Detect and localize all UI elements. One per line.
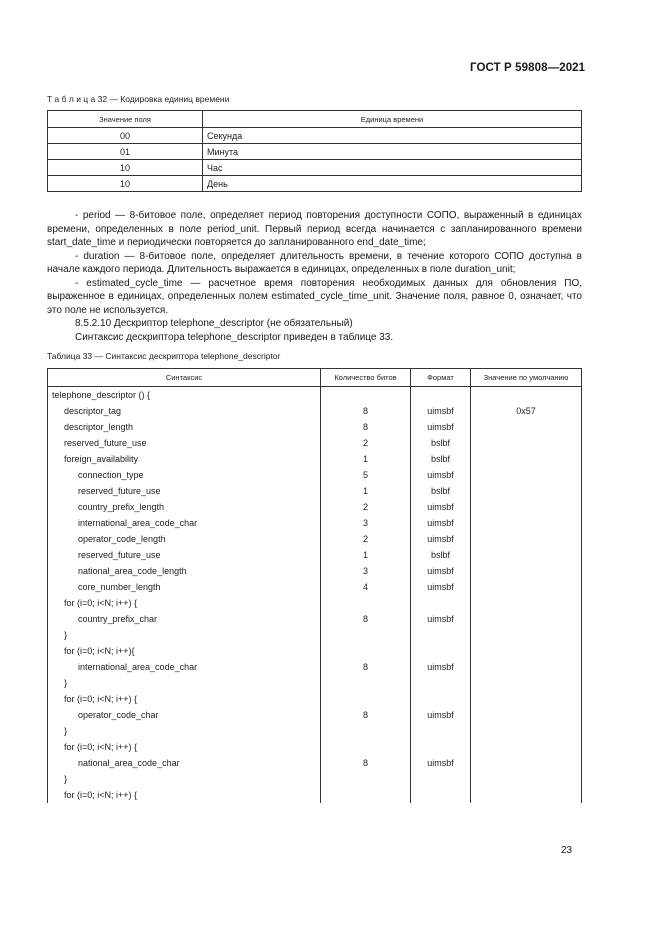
table-row bbox=[48, 128, 582, 144]
table-cell bbox=[411, 627, 471, 643]
table-cell: 2 bbox=[321, 531, 411, 547]
table-cell: descriptor_length bbox=[48, 419, 321, 435]
table-cell bbox=[411, 595, 471, 611]
table-cell bbox=[471, 547, 582, 563]
table-cell bbox=[411, 675, 471, 691]
paragraph-table-reference: Синтаксис дескриптора telephone_descriptor приведен в таблице 33. bbox=[75, 331, 394, 343]
column-header: Единица времени bbox=[203, 111, 582, 128]
table-cell: telephone_descriptor () { bbox=[48, 387, 321, 404]
table-32 bbox=[47, 110, 582, 192]
table-cell: country_prefix_length bbox=[48, 499, 321, 515]
table-cell: for (i=0; i<N; i++) { bbox=[48, 691, 321, 707]
table-cell: } bbox=[48, 675, 321, 691]
table-cell bbox=[471, 419, 582, 435]
table-33-body bbox=[48, 387, 582, 804]
table-cell bbox=[471, 627, 582, 643]
paragraph-estimated-cycle-time: - estimated_cycle_time — расчетное время повторения необходимых данных для обновления ПО, выраженное в единицах, определенных полем estimated_cycle_time_unit. Значение поля, равное 0, означает, что это поле не используется. bbox=[47, 277, 582, 316]
table-cell bbox=[471, 707, 582, 723]
paragraph-duration: - duration — 8-битовое поле, определяет длительность времени, в течение которого СОПО доступна в начале каждого периода. Длительность выражается в единицах, определенных в поле duration_unit; bbox=[47, 250, 582, 275]
section-heading: 8.5.2.10 Дескриптор telephone_descriptor (не обязательный) bbox=[75, 318, 353, 329]
document-header: ГОСТ Р 59808—2021 bbox=[470, 62, 586, 74]
table-cell bbox=[471, 499, 582, 515]
table-cell: 10 bbox=[48, 176, 203, 192]
table-cell bbox=[471, 467, 582, 483]
table-cell: core_number_length bbox=[48, 579, 321, 595]
table-cell bbox=[411, 387, 471, 404]
table-cell: День bbox=[203, 176, 582, 192]
table-cell: uimsbf bbox=[411, 579, 471, 595]
table-cell: for (i=0; i<N; i++) { bbox=[48, 595, 321, 611]
table-row bbox=[48, 579, 582, 595]
table-cell bbox=[471, 691, 582, 707]
table-cell: } bbox=[48, 723, 321, 739]
table-cell bbox=[471, 483, 582, 499]
table-cell: for (i=0; i<N; i++){ bbox=[48, 643, 321, 659]
table-33-caption: Таблица 33 — Синтаксис дескриптора telephone_descriptor bbox=[47, 351, 281, 361]
table-row bbox=[48, 144, 582, 160]
table-row bbox=[48, 515, 582, 531]
table-row bbox=[48, 755, 582, 771]
table-cell bbox=[411, 771, 471, 787]
table-cell bbox=[321, 595, 411, 611]
table-cell bbox=[471, 579, 582, 595]
table-row bbox=[48, 531, 582, 547]
table-cell: national_area_code_char bbox=[48, 755, 321, 771]
table-cell: uimsbf bbox=[411, 515, 471, 531]
table-cell: 1 bbox=[321, 483, 411, 499]
table-cell: 8 bbox=[321, 419, 411, 435]
table-cell: uimsbf bbox=[411, 563, 471, 579]
table-cell bbox=[471, 563, 582, 579]
table-cell: foreign_availability bbox=[48, 451, 321, 467]
table-cell: uimsbf bbox=[411, 611, 471, 627]
table-row bbox=[48, 659, 582, 675]
table-cell: Час bbox=[203, 160, 582, 176]
table-cell bbox=[471, 755, 582, 771]
table-header-row bbox=[48, 369, 582, 387]
table-row bbox=[48, 419, 582, 435]
column-header: Синтаксис bbox=[48, 369, 321, 387]
column-header: Значение поля bbox=[48, 111, 203, 128]
table-cell: 8 bbox=[321, 707, 411, 723]
paragraph-period: - period — 8-битовое поле, определяет период повторения доступности СОПО, выраженный в единицах времени, определенных в поле period_unit. Первый период всегда начинается с запланированного времени start_date_time и периодически повторяется до запланированного end_date_time; bbox=[47, 210, 582, 248]
table-row bbox=[48, 627, 582, 643]
table-cell: 00 bbox=[48, 128, 203, 144]
table-cell: 0x57 bbox=[471, 403, 582, 419]
table-cell bbox=[471, 787, 582, 803]
table-cell: bslbf bbox=[411, 451, 471, 467]
table-cell bbox=[471, 531, 582, 547]
table-cell bbox=[471, 675, 582, 691]
table-cell bbox=[411, 643, 471, 659]
table-cell: reserved_future_use bbox=[48, 483, 321, 499]
table-cell bbox=[471, 611, 582, 627]
table-cell bbox=[411, 739, 471, 755]
table-cell bbox=[321, 627, 411, 643]
table-cell: for (i=0; i<N; i++) { bbox=[48, 739, 321, 755]
table-cell bbox=[471, 451, 582, 467]
table-cell: uimsbf bbox=[411, 403, 471, 419]
table-row bbox=[48, 467, 582, 483]
table-cell bbox=[321, 675, 411, 691]
table-cell: 8 bbox=[321, 611, 411, 627]
table-cell bbox=[471, 771, 582, 787]
table-cell bbox=[471, 387, 582, 404]
table-cell: national_area_code_length bbox=[48, 563, 321, 579]
table-cell: 1 bbox=[321, 451, 411, 467]
table-cell: 3 bbox=[321, 515, 411, 531]
table-cell: uimsbf bbox=[411, 467, 471, 483]
table-32-caption: Т а б л и ц а 32 — Кодировка единиц времени bbox=[47, 94, 230, 104]
table-row bbox=[48, 403, 582, 419]
table-row bbox=[48, 691, 582, 707]
table-cell: operator_code_length bbox=[48, 531, 321, 547]
table-cell: 01 bbox=[48, 144, 203, 160]
table-row bbox=[48, 547, 582, 563]
table-row bbox=[48, 675, 582, 691]
table-cell: 3 bbox=[321, 563, 411, 579]
table-cell bbox=[321, 643, 411, 659]
table-cell: 2 bbox=[321, 499, 411, 515]
table-cell bbox=[471, 739, 582, 755]
table-cell bbox=[411, 723, 471, 739]
column-header: Формат bbox=[411, 369, 471, 387]
table-cell: uimsbf bbox=[411, 755, 471, 771]
table-cell: } bbox=[48, 771, 321, 787]
table-cell bbox=[321, 787, 411, 803]
table-row bbox=[48, 771, 582, 787]
table-cell bbox=[471, 659, 582, 675]
table-cell bbox=[471, 515, 582, 531]
table-cell: country_prefix_char bbox=[48, 611, 321, 627]
table-cell: operator_code_char bbox=[48, 707, 321, 723]
table-row bbox=[48, 611, 582, 627]
table-header-row bbox=[48, 111, 582, 128]
table-row bbox=[48, 707, 582, 723]
table-cell bbox=[471, 643, 582, 659]
table-cell bbox=[321, 691, 411, 707]
table-cell: uimsbf bbox=[411, 419, 471, 435]
table-cell bbox=[471, 723, 582, 739]
page-number: 23 bbox=[561, 845, 573, 856]
table-cell: 8 bbox=[321, 659, 411, 675]
column-header: Количество битов bbox=[321, 369, 411, 387]
table-cell: Секунда bbox=[203, 128, 582, 144]
table-cell bbox=[321, 723, 411, 739]
table-cell: international_area_code_char bbox=[48, 515, 321, 531]
table-cell: descriptor_tag bbox=[48, 403, 321, 419]
table-cell: bslbf bbox=[411, 483, 471, 499]
table-cell bbox=[321, 771, 411, 787]
table-cell: 1 bbox=[321, 547, 411, 563]
table-row bbox=[48, 176, 582, 192]
table-row bbox=[48, 499, 582, 515]
table-cell: bslbf bbox=[411, 435, 471, 451]
table-cell: 10 bbox=[48, 160, 203, 176]
table-row bbox=[48, 787, 582, 803]
table-cell: international_area_code_char bbox=[48, 659, 321, 675]
table-33 bbox=[47, 368, 582, 803]
table-cell: 8 bbox=[321, 403, 411, 419]
table-row bbox=[48, 451, 582, 467]
table-cell bbox=[411, 787, 471, 803]
table-cell: reserved_future_use bbox=[48, 547, 321, 563]
table-cell: uimsbf bbox=[411, 531, 471, 547]
table-cell: connection_type bbox=[48, 467, 321, 483]
table-cell: for (i=0; i<N; i++) { bbox=[48, 787, 321, 803]
table-cell: 2 bbox=[321, 435, 411, 451]
table-row bbox=[48, 387, 582, 404]
table-row bbox=[48, 595, 582, 611]
table-cell: uimsbf bbox=[411, 707, 471, 723]
table-cell bbox=[321, 387, 411, 404]
table-row bbox=[48, 483, 582, 499]
table-cell: Минута bbox=[203, 144, 582, 160]
table-row bbox=[48, 643, 582, 659]
table-cell bbox=[321, 739, 411, 755]
table-row bbox=[48, 160, 582, 176]
table-cell: } bbox=[48, 627, 321, 643]
column-header: Значение по умолчанию bbox=[471, 369, 582, 387]
table-cell: 8 bbox=[321, 755, 411, 771]
table-row bbox=[48, 723, 582, 739]
table-cell: 5 bbox=[321, 467, 411, 483]
table-row bbox=[48, 739, 582, 755]
table-cell bbox=[411, 691, 471, 707]
table-cell bbox=[471, 595, 582, 611]
table-row bbox=[48, 563, 582, 579]
table-cell: uimsbf bbox=[411, 499, 471, 515]
table-cell bbox=[471, 435, 582, 451]
table-cell: uimsbf bbox=[411, 659, 471, 675]
table-row bbox=[48, 435, 582, 451]
body-text bbox=[47, 209, 582, 344]
table-cell: 4 bbox=[321, 579, 411, 595]
table-cell: reserved_future_use bbox=[48, 435, 321, 451]
table-cell: bslbf bbox=[411, 547, 471, 563]
